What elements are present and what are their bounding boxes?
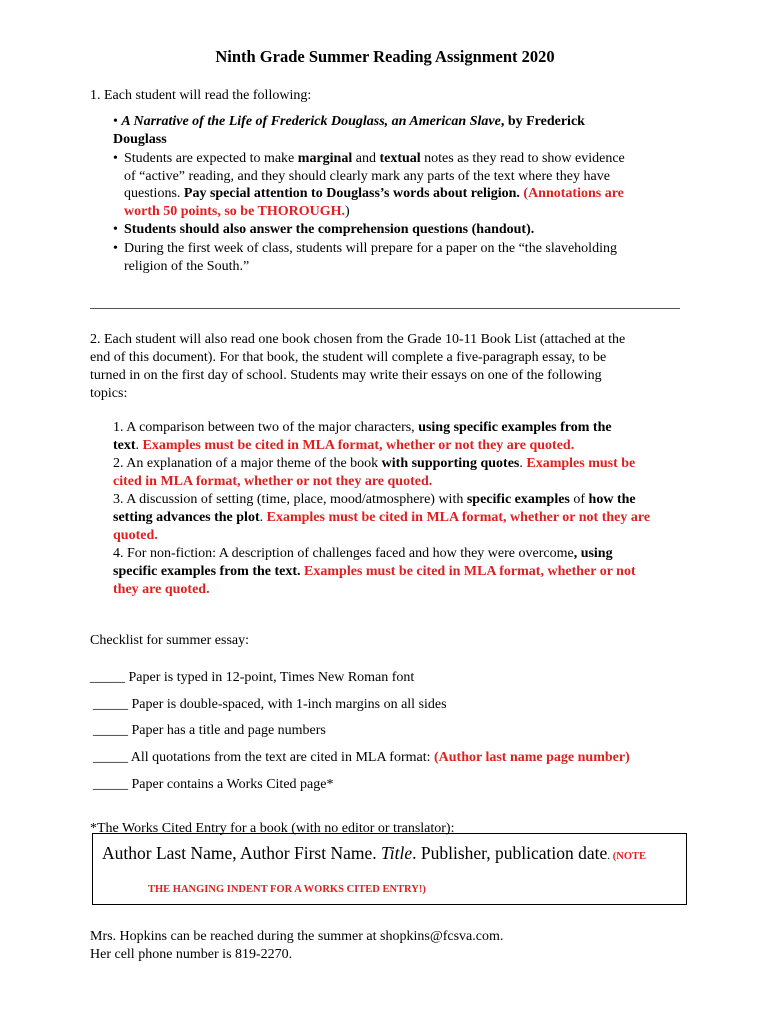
bullet1-line4 (124, 203, 350, 221)
bullet1-line2: of “active” reading, and they should clearly mark any parts of the text where they have (124, 169, 610, 184)
checklist-item: _____ Paper contains a Works Cited page* (93, 777, 334, 792)
text-run: . (519, 456, 527, 471)
text-run: . (607, 850, 613, 862)
section2-para-4: topics: (90, 386, 128, 401)
text-run: Examples must be cited in MLA format, whether or not (304, 564, 636, 579)
topic1-line2 (113, 437, 574, 455)
checklist-item: _____ Paper is typed in 12-point, Times New Roman font (90, 670, 415, 685)
topic4-line3: they are quoted. (113, 582, 210, 597)
text-run: 4. For non-fiction: A description of challenges faced and how they were overcome (113, 546, 574, 561)
bullet: • (113, 114, 118, 129)
book-line-2: Douglass (113, 132, 167, 147)
topic3-line2 (113, 509, 650, 527)
checklist-heading: Checklist for summer essay: (90, 633, 250, 648)
text-run: and (352, 151, 380, 166)
text-run: Author Last Name, Author First Name. (102, 843, 381, 863)
book-line-1 (113, 113, 585, 131)
text-run: of (569, 492, 589, 507)
text-run: how the (588, 492, 636, 507)
text-run: marginal (297, 151, 353, 166)
text-run: worth 50 points, so be THOROUGH. (124, 204, 346, 219)
text-run: . (259, 510, 267, 525)
checklist-item: _____ Paper has a title and page numbers (93, 723, 326, 738)
works-cited-note: THE HANGING INDENT FOR A WORKS CITED ENTRY!) (148, 884, 426, 895)
topic3-line3: quoted. (113, 528, 158, 543)
text-run: Pay special attention to Douglass’s words about religion. (183, 186, 520, 201)
text-run: Title (380, 843, 413, 863)
book-title: A Narrative of the Life of Frederick Douglass, an American Slave (121, 114, 501, 129)
text-run: Examples must be cited in MLA format, whether or not they are (266, 510, 651, 525)
topic3-line1 (113, 491, 636, 509)
contact-line-1: Mrs. Hopkins can be reached during the summer at shopkins@fcsva.com. (90, 929, 504, 944)
topic2-line1 (113, 455, 635, 473)
text-run: 2. An explanation of a major theme of the book (113, 456, 382, 471)
text-run: questions. (124, 186, 184, 201)
text-run: textual (379, 151, 421, 166)
topic4-line1 (113, 545, 613, 563)
bullet1-line1 (124, 150, 625, 168)
bullet3-line2: religion of the South.” (124, 259, 250, 274)
text-run: . (135, 438, 143, 453)
text-run: , using (573, 546, 613, 561)
text-run: Examples must be (526, 456, 636, 471)
bullet3-line1: During the first week of class, students will prepare for a paper on the “the slaveholding (124, 241, 617, 256)
works-cited-entry (102, 843, 646, 864)
topic4-line2 (113, 563, 636, 581)
text-run: setting advances the plot (113, 510, 260, 525)
text-run: using specific examples from the (418, 420, 612, 435)
contact-line-2: Her cell phone number is 819-2270. (90, 947, 293, 962)
book-author: , by Frederick (500, 114, 585, 129)
section1-intro: 1. Each student will read the following: (90, 88, 312, 103)
bullet: • (113, 222, 118, 237)
bullet: • (113, 241, 118, 256)
text-run: (NOTE (612, 851, 647, 862)
text-run: (Author last name page number) (434, 750, 630, 765)
text-run: ) (345, 204, 350, 219)
topic1-line1 (113, 419, 612, 437)
text-run: 1. A comparison between two of the major characters, (113, 420, 419, 435)
section2-para-1: 2. Each student will also read one book chosen from the Grade 10-11 Book List (attached at the (90, 332, 626, 347)
checklist-item: _____ Paper is double-spaced, with 1-inch margins on all sides (93, 697, 447, 712)
checklist-item (93, 749, 630, 767)
text-run: notes as they read to show evidence (420, 151, 625, 166)
bullet2: Students should also answer the comprehension questions (handout). (124, 222, 535, 237)
text-run: Students are expected to make (124, 151, 298, 166)
divider (90, 308, 680, 309)
text-run: _____ All quotations from the text are cited in MLA format: (93, 750, 434, 765)
page-title: Ninth Grade Summer Reading Assignment 2020 (215, 47, 555, 66)
text-run: . Publisher, publication date (412, 843, 608, 863)
section2-para-2: end of this document). For that book, the student will complete a five-paragraph essay, to be (90, 350, 607, 365)
bullet: • (113, 151, 118, 166)
bullet1-line3 (124, 185, 624, 203)
text-run: specific examples from the text. (113, 564, 301, 579)
text-run: Examples must be cited in MLA format, whether or not they are quoted. (142, 438, 575, 453)
text-run: specific examples (466, 492, 570, 507)
text-run: text (113, 438, 136, 453)
text-run: (Annotations are (519, 186, 624, 201)
section2-para-3: turned in on the first day of school. Students may write their essays on one of the following (90, 368, 602, 383)
works-cited-heading: *The Works Cited Entry for a book (with no editor or translator): (90, 821, 455, 836)
topic2-line2: cited in MLA format, whether or not they are quoted. (113, 474, 433, 489)
text-run: with supporting quotes (381, 456, 520, 471)
text-run: 3. A discussion of setting (time, place, mood/atmosphere) with (113, 492, 467, 507)
